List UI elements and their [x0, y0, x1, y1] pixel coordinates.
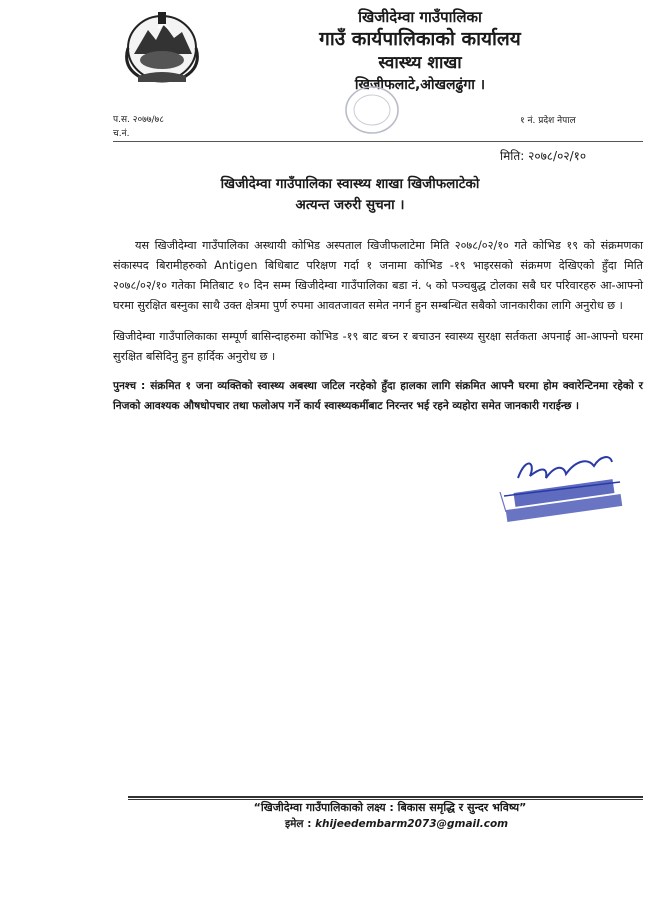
office-stamp-icon [343, 84, 401, 136]
letterhead [215, 8, 555, 95]
header-divider [113, 141, 643, 142]
footer-motto: “खिजीदेम्वा गाउँपालिकाको लक्ष्य : बिकास समृद्धि र सुन्दर भविष्य” [253, 801, 527, 814]
notice-paragraph-1: यस खिजीदेम्वा गाउँपालिका अस्थायी कोभिड अस्पताल खिजीफलाटेमा मिति २०७८/०२/१० गते कोभिड १९ को संक्रमणका संकास्पद बिरामीहरुको Antigen बिधिबाट परिक्षण गर्दा १ जनामा कोभिड -१९ भाइरसको संक्रमण देखिएको हुँदा मिति २०७८/०२/१० गतेका मितिबाट १० दिन सम्म खिजीदेम्वा गाउँपालिका बडा नं. ५ को पञ्चबुद्ध टोलका सबै घर परिवारहरु आ-आफ्नो घरमा सुरक्षित बस्नुका साथै उक्त क्षेत्रमा पुर्ण रुपमा आवतजावत समेत नगर्न हुन सम्बन्धित सबैको जानकारीका लागि अनुरोध छ । [113, 239, 643, 312]
org-name: खिजीदेम्वा गाउँपालिका [358, 8, 482, 26]
notice-title-line1: खिजीदेम्वा गाउँपालिका स्वास्थ्य शाखा खिजीफलाटेको [220, 176, 480, 192]
notice-title [150, 174, 550, 216]
notice-date: मिति: २०७८/०२/१० [500, 149, 587, 163]
office-address: खिजीफलाटे,ओखलढुंगा । [354, 77, 486, 93]
notice-postscript: पुनश्च : संक्रमित १ जना व्यक्तिको स्वास्थ्य अबस्था जटिल नरहेको हुँदा हालका लागि संक्रमित आफ्नै घरमा होम क्वारेन्टिनमा रहेको र निजको आवश्यक औषधोपचार तथा फलोअप गर्ने कार्य स्वास्थ्यकर्मीबाट निरन्तर भई रहने व्यहोरा समेत जानकारी गराईन्छ । [113, 380, 643, 412]
nepal-emblem-icon [112, 8, 212, 84]
branch-name: स्वास्थ्य शाखा [378, 53, 462, 73]
email-address: khijeedembarm2073@gmail.com [315, 818, 509, 830]
province-label: १ नं. प्रदेश नेपाल [520, 116, 576, 126]
notice-title-line2: अत्यन्त जरुरी सुचना । [295, 197, 405, 213]
dispatch-number: च.नं. [113, 129, 130, 139]
office-name: गाउँ कार्यपालिकाको कार्यालय [319, 28, 521, 50]
footer-email [285, 817, 508, 831]
signature-stamp-icon [496, 448, 626, 526]
notice-paragraph-2: खिजीदेम्वा गाउँपालिकाका सम्पूर्ण बासिन्दाहरुमा कोभिड -१९ बाट बच्न र बचाउन स्वास्थ्य सुरक्षा सर्तकता अपनाई आ-आफ्नो घरमा सुरक्षित बसिदिनु हुन हार्दिक अनुरोध छ । [113, 330, 643, 363]
email-label: इमेल : [285, 818, 312, 830]
reference-block [113, 113, 164, 141]
reference-number: प.स. २०७७/७८ [113, 115, 164, 125]
